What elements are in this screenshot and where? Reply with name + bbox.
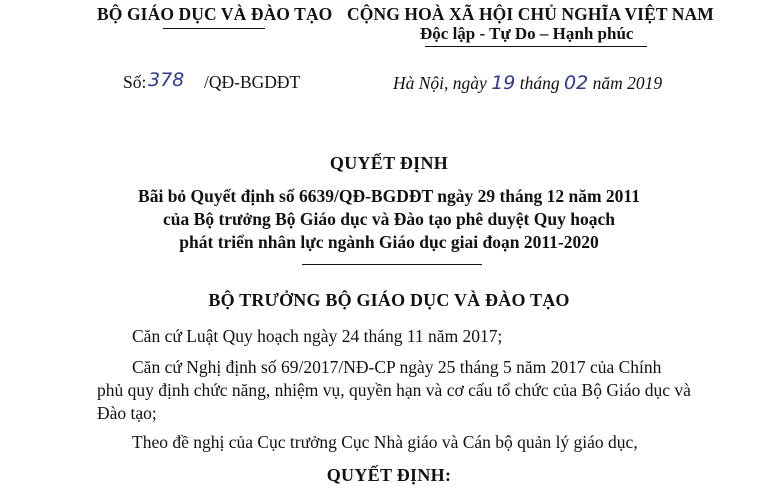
basis-paragraph-2-line-2: phủ quy định chức năng, nhiệm vụ, quyền hạn và cơ cấu tổ chức của Bộ Giáo dục và (97, 380, 691, 400)
decision-heading: QUYẾT ĐỊNH: (326, 465, 452, 485)
date-prefix: Hà Nội, ngày (393, 73, 487, 93)
document-number-handwritten: 378 (148, 69, 185, 91)
basis-paragraph-2-line-1: Căn cứ Nghị định số 69/2017/NĐ-CP ngày 25 tháng 5 năm 2017 của Chính (132, 357, 662, 377)
national-motto: Độc lập - Tự Do – Hạnh phúc (420, 24, 634, 43)
basis-paragraph-1: Căn cứ Luật Quy hoạch ngày 24 tháng 11 năm 2017; (132, 326, 503, 346)
national-title: CỘNG HOÀ XÃ HỘI CHỦ NGHĨA VIỆT NAM (347, 4, 714, 24)
proposal-paragraph: Theo đề nghị của Cục trưởng Cục Nhà giáo và Cán bộ quản lý giáo dục, (132, 432, 638, 452)
document-number-suffix: /QĐ-BGDĐT (204, 72, 301, 92)
date-year: năm 2019 (592, 73, 663, 93)
date-month-label: tháng (519, 73, 560, 93)
issuing-authority: BỘ TRƯỞNG BỘ GIÁO DỤC VÀ ĐÀO TẠO (208, 290, 570, 310)
issue-date (393, 72, 662, 94)
date-day-handwritten: 19 (491, 72, 516, 94)
ministry-underline (163, 28, 265, 29)
date-month-handwritten: 02 (564, 72, 589, 94)
subject-line-2: của Bộ trưởng Bộ Giáo dục và Đào tạo phê duyệt Quy hoạch (163, 209, 615, 229)
subject-underline (302, 264, 482, 265)
subject-line-3: phát triển nhân lực ngành Giáo dục giai đoạn 2011-2020 (179, 232, 599, 252)
motto-underline (425, 46, 647, 47)
subject-line-1: Bãi bỏ Quyết định số 6639/QĐ-BGDĐT ngày 29 tháng 12 năm 2011 (138, 186, 640, 206)
document-title: QUYẾT ĐỊNH (329, 153, 449, 173)
document-number-label: Số: (123, 72, 147, 92)
basis-paragraph-2-line-3: Đào tạo; (97, 403, 157, 423)
issuing-ministry: BỘ GIÁO DỤC VÀ ĐÀO TẠO (97, 4, 333, 24)
